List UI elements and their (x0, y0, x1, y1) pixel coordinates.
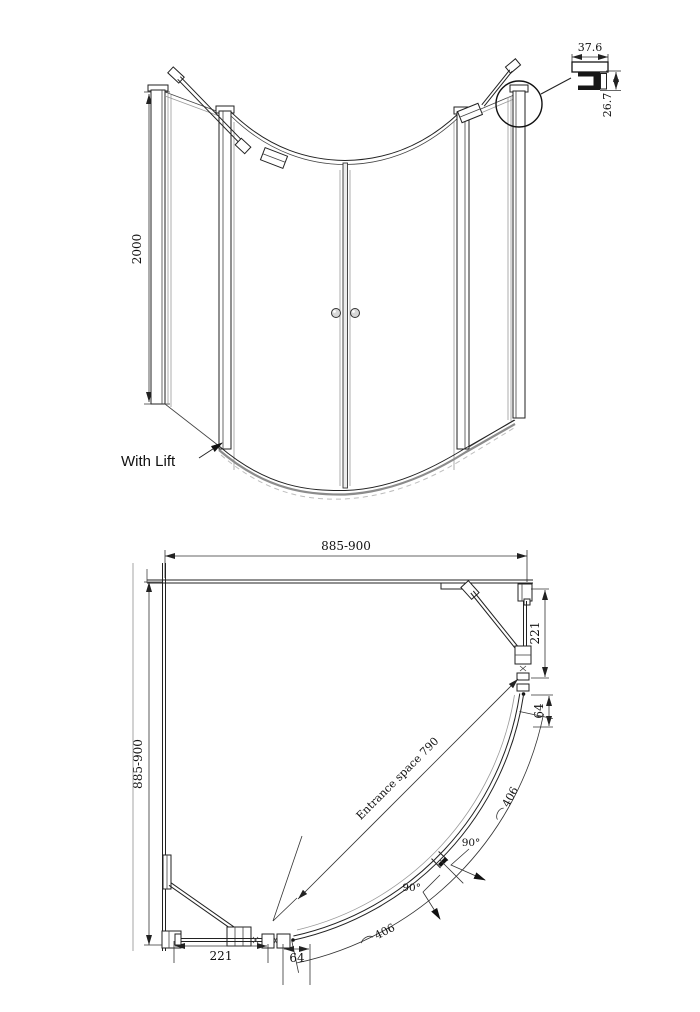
door-arc-dimension-bottom-text: 406 (372, 920, 398, 943)
door-arc-dimension-bottom (359, 921, 397, 949)
plan-right-support-bar (441, 581, 518, 649)
door-arc-dimension-right-text: 406 (499, 784, 522, 810)
plan-bottom-wall-profile (162, 931, 181, 948)
curved-door-arcs (293, 694, 523, 941)
profile-section-detail (572, 41, 621, 117)
plan-depth-dimension (131, 582, 163, 945)
plan-right-fixed-panel (524, 601, 527, 650)
door-knob-left (332, 309, 341, 318)
right-wall-post (510, 85, 528, 418)
plan-width-dimension (165, 539, 527, 582)
plan-right-wall-profile (518, 584, 532, 605)
profile-height-dimension-text: 26.7 (601, 92, 614, 118)
swing-angle-right-text: 90° (461, 837, 481, 849)
swing-annotation-right (451, 837, 485, 880)
with-lift-label: With Lift (121, 453, 176, 470)
plan-walls (133, 563, 533, 951)
detail-callout-circle (496, 78, 571, 127)
plan-bottom-stile-dimension (283, 944, 310, 985)
left-hinge-post (216, 106, 234, 449)
plan-bottom-stile-dimension-text: 64 (289, 951, 305, 965)
right-hinge-post (454, 107, 472, 449)
right-fixed-panel (469, 95, 514, 447)
front-elevation-view (121, 41, 621, 499)
plan-width-dimension-text: 885-900 (321, 539, 371, 553)
profile-width-dimension-text: 37.6 (577, 41, 603, 54)
plan-right-stile-dimension-text: 64 (532, 703, 546, 719)
bottom-curved-rail (219, 420, 515, 499)
plan-bottom-panel-dimension (174, 941, 268, 963)
c-channel-profile-shape (578, 72, 600, 90)
door-knob-right (351, 309, 360, 318)
plan-right-hinge (515, 646, 531, 696)
door-arc-dimension-right (492, 785, 521, 823)
swing-angle-bottom-text: 90° (402, 882, 421, 894)
left-wall-profile (148, 85, 168, 404)
plan-view (131, 539, 553, 985)
swing-annotation-bottom (402, 875, 440, 919)
left-fixed-panel (165, 92, 219, 446)
center-door-division (343, 163, 348, 488)
height-dimension-text: 2000 (130, 233, 144, 265)
plan-right-panel-dimension-text: 221 (528, 621, 542, 645)
entrance-space-label: Entrance space 790 (353, 734, 442, 823)
plan-right-panel-dimension (528, 589, 549, 678)
plan-bottom-panel-dimension-text: 221 (209, 949, 233, 963)
plan-depth-dimension-text: 885-900 (131, 739, 145, 789)
with-lift-callout (121, 443, 222, 470)
